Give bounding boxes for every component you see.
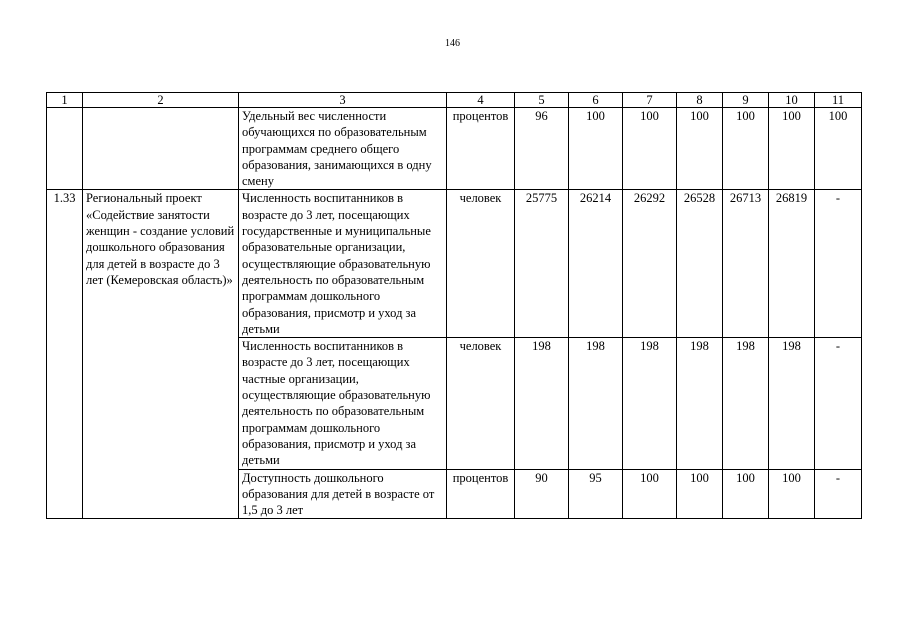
column-header: 3 (239, 93, 447, 108)
value-cell: - (815, 338, 862, 469)
value-cell: 198 (515, 338, 569, 469)
value-cell: 100 (623, 469, 677, 519)
indicators-table (46, 92, 862, 519)
value-cell: 198 (569, 338, 623, 469)
table-row (47, 108, 862, 190)
value-cell: 100 (723, 108, 769, 190)
page-number: 146 (445, 38, 460, 49)
row-number (47, 108, 83, 190)
value-cell: 26713 (723, 190, 769, 338)
value-cell: 100 (723, 469, 769, 519)
project-name: Региональный проект «Содействие занятости женщин - создание условий дошкольного образования для детей в возрасте до 3 лет (Кемеровская область)» (83, 190, 239, 519)
value-cell: 100 (769, 469, 815, 519)
column-header: 7 (623, 93, 677, 108)
value-cell: 100 (769, 108, 815, 190)
row-number: 1.33 (47, 190, 83, 519)
value-cell: 100 (569, 108, 623, 190)
value-cell: 96 (515, 108, 569, 190)
column-header: 10 (769, 93, 815, 108)
value-cell: 26292 (623, 190, 677, 338)
value-cell: - (815, 469, 862, 519)
value-cell: - (815, 190, 862, 338)
column-header: 9 (723, 93, 769, 108)
unit: процентов (447, 108, 515, 190)
column-header: 6 (569, 93, 623, 108)
value-cell: 26819 (769, 190, 815, 338)
column-header: 11 (815, 93, 862, 108)
value-cell: 100 (677, 469, 723, 519)
value-cell: 100 (677, 108, 723, 190)
column-header: 1 (47, 93, 83, 108)
table-row (47, 190, 862, 338)
indicator-name: Удельный вес численности обучающихся по образовательным программам среднего общего образования, занимающихся в одну смену (239, 108, 447, 190)
value-cell: 25775 (515, 190, 569, 338)
unit: процентов (447, 469, 515, 519)
unit: человек (447, 190, 515, 338)
column-header: 8 (677, 93, 723, 108)
value-cell: 198 (677, 338, 723, 469)
value-cell: 100 (623, 108, 677, 190)
value-cell: 198 (769, 338, 815, 469)
value-cell: 95 (569, 469, 623, 519)
unit: человек (447, 338, 515, 469)
indicator-name: Численность воспитанников в возрасте до 3 лет, посещающих государственные и муниципальные образовательные организации, осуществляющие образовательную деятельность по образовательным программам дошкольного образования, присмотр и уход за детьми (239, 190, 447, 338)
column-header: 5 (515, 93, 569, 108)
value-cell: 90 (515, 469, 569, 519)
value-cell: 26528 (677, 190, 723, 338)
column-header: 4 (447, 93, 515, 108)
indicator-name: Численность воспитанников в возрасте до 3 лет, посещающих частные организации, осуществляющие образовательную деятельность по образовательным программам дошкольного образования, присмотр и уход за детьми (239, 338, 447, 469)
value-cell: 198 (723, 338, 769, 469)
project-name (83, 108, 239, 190)
table-header-row (47, 93, 862, 108)
value-cell: 26214 (569, 190, 623, 338)
column-header: 2 (83, 93, 239, 108)
value-cell: 100 (815, 108, 862, 190)
indicator-name: Доступность дошкольного образования для детей в возрасте от 1,5 до 3 лет (239, 469, 447, 519)
value-cell: 198 (623, 338, 677, 469)
